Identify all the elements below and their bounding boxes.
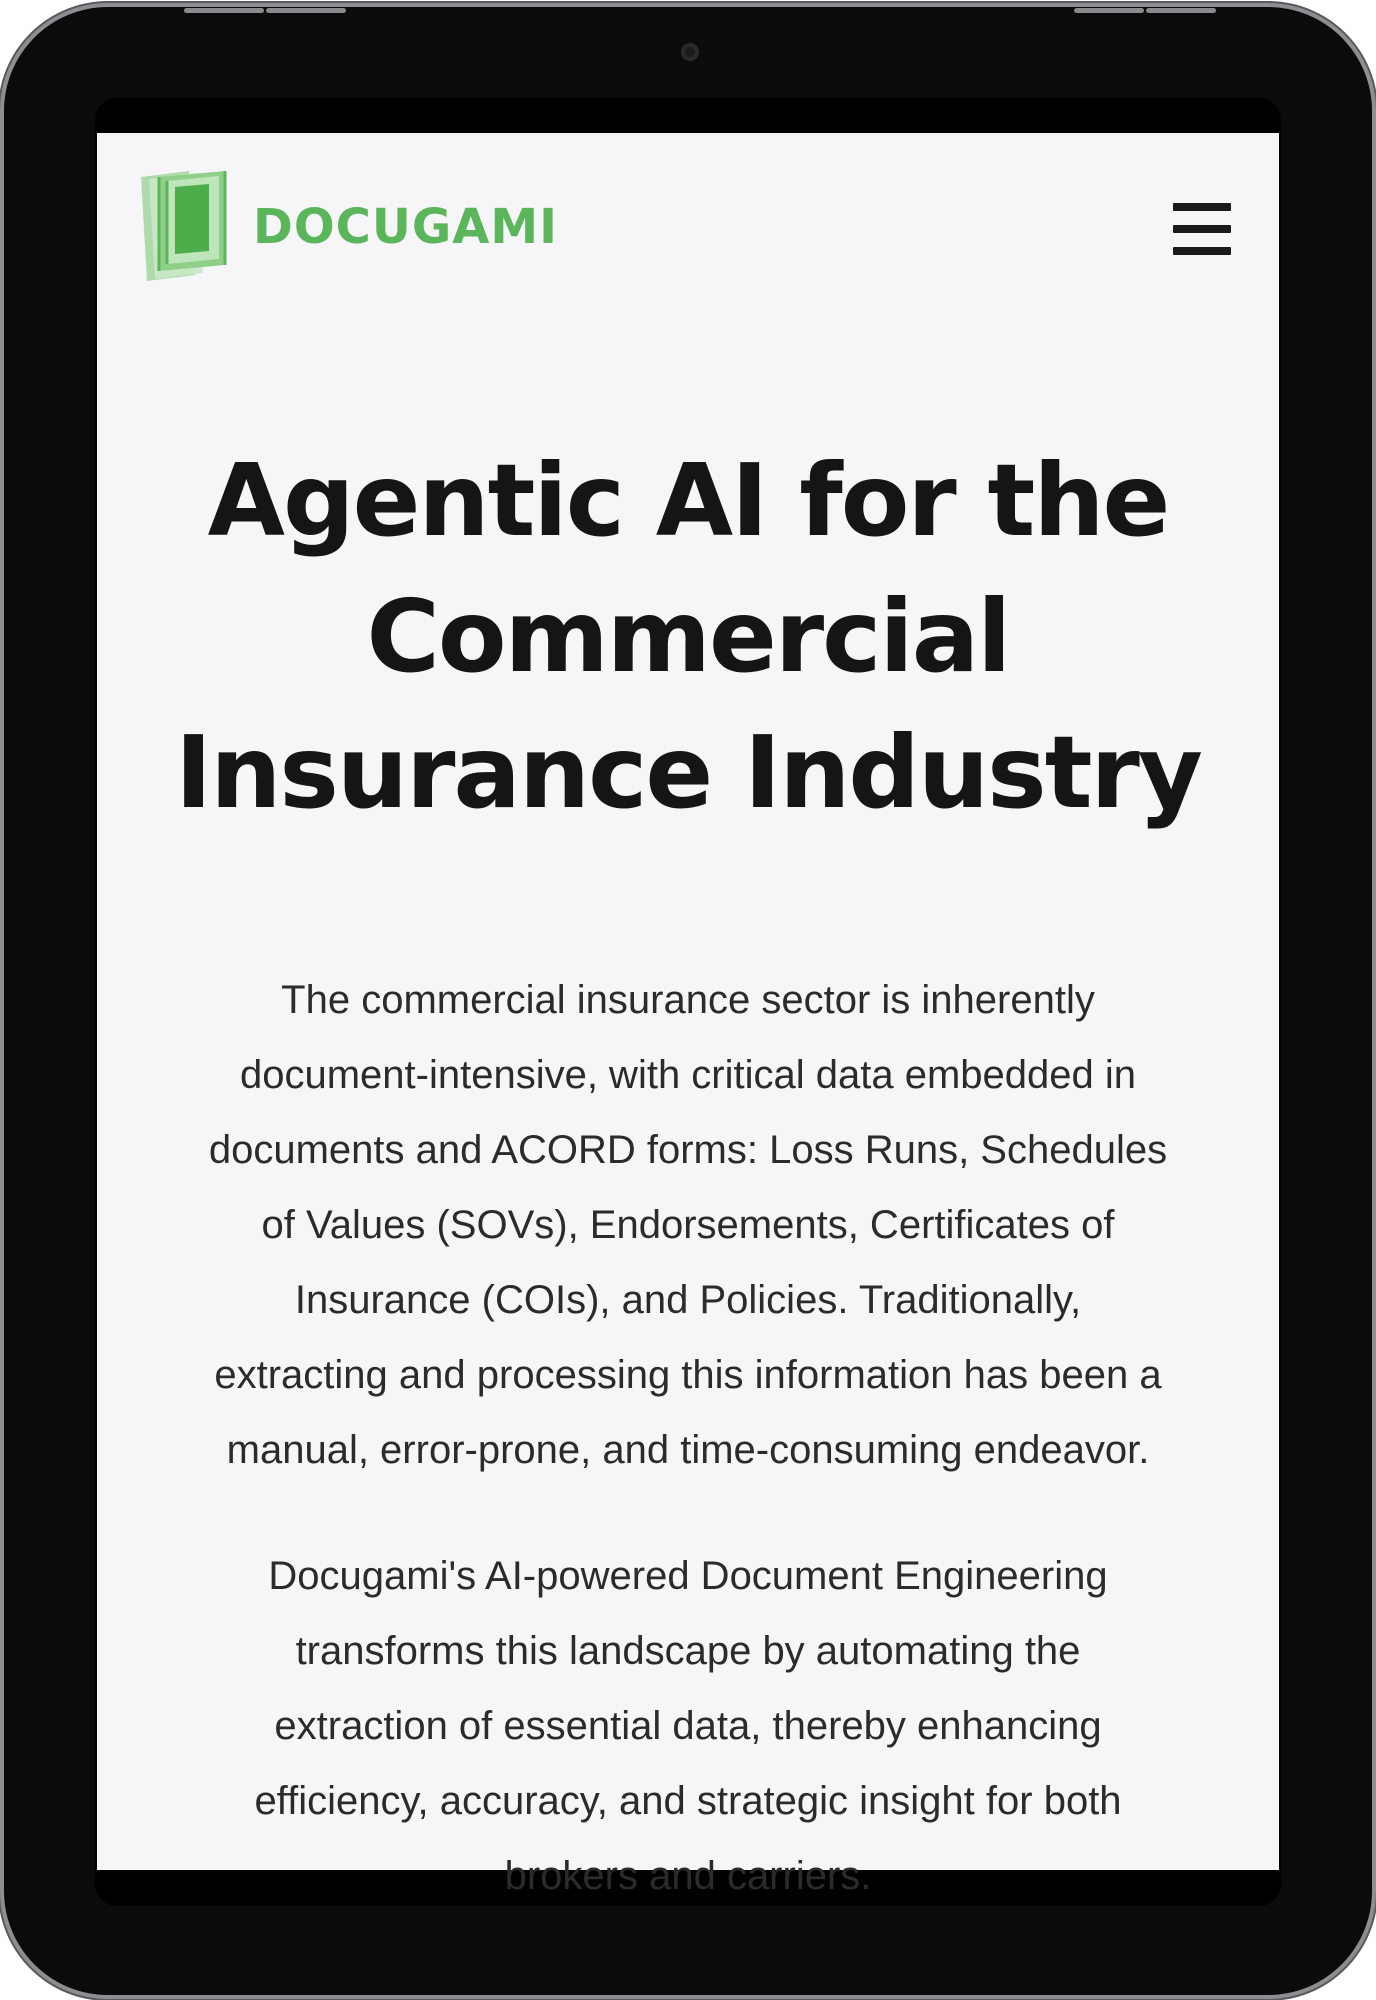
paragraph-line: efficiency, accuracy, and strategic insight for both bbox=[254, 1779, 1122, 1823]
brand-logo-link[interactable] bbox=[137, 169, 558, 283]
paragraph-line: extraction of essential data, thereby enhancing bbox=[274, 1704, 1102, 1748]
power-button bbox=[1074, 8, 1144, 13]
paragraph-line: transforms this landscape by automating the bbox=[295, 1629, 1081, 1673]
solution-paragraph bbox=[127, 1539, 1249, 1914]
docugami-logo-icon bbox=[137, 169, 229, 283]
intro-paragraph bbox=[127, 963, 1249, 1488]
web-page bbox=[97, 133, 1279, 1898]
paragraph-line: of Values (SOVs), Endorsements, Certificates of bbox=[261, 1203, 1115, 1247]
headline-line: Agentic AI for the bbox=[207, 442, 1169, 559]
paragraph-line: Insurance (COIs), and Policies. Traditionally, bbox=[294, 1278, 1082, 1322]
power-button bbox=[1146, 8, 1216, 13]
paragraph-line: The commercial insurance sector is inherently bbox=[281, 978, 1095, 1022]
headline-line: Insurance Industry bbox=[174, 714, 1201, 831]
paragraph-line: Docugami's AI-powered Document Engineering bbox=[268, 1554, 1108, 1598]
paragraph-line: document-intensive, with critical data embedded in bbox=[239, 1053, 1137, 1097]
hero-headline bbox=[97, 433, 1279, 841]
hamburger-menu-icon[interactable] bbox=[1173, 203, 1231, 255]
volume-button bbox=[184, 8, 264, 13]
paragraph-line: documents and ACORD forms: Loss Runs, Schedules bbox=[208, 1128, 1168, 1172]
headline-line: Commercial bbox=[366, 578, 1010, 695]
front-camera bbox=[681, 43, 699, 61]
volume-button bbox=[266, 8, 346, 13]
paragraph-line: brokers and carriers. bbox=[504, 1854, 872, 1898]
brand-name: DOCUGAMI bbox=[253, 199, 559, 255]
paragraph-line: manual, error-prone, and time-consuming endeavor. bbox=[226, 1428, 1150, 1472]
paragraph-line: extracting and processing this information has been a bbox=[214, 1353, 1162, 1397]
